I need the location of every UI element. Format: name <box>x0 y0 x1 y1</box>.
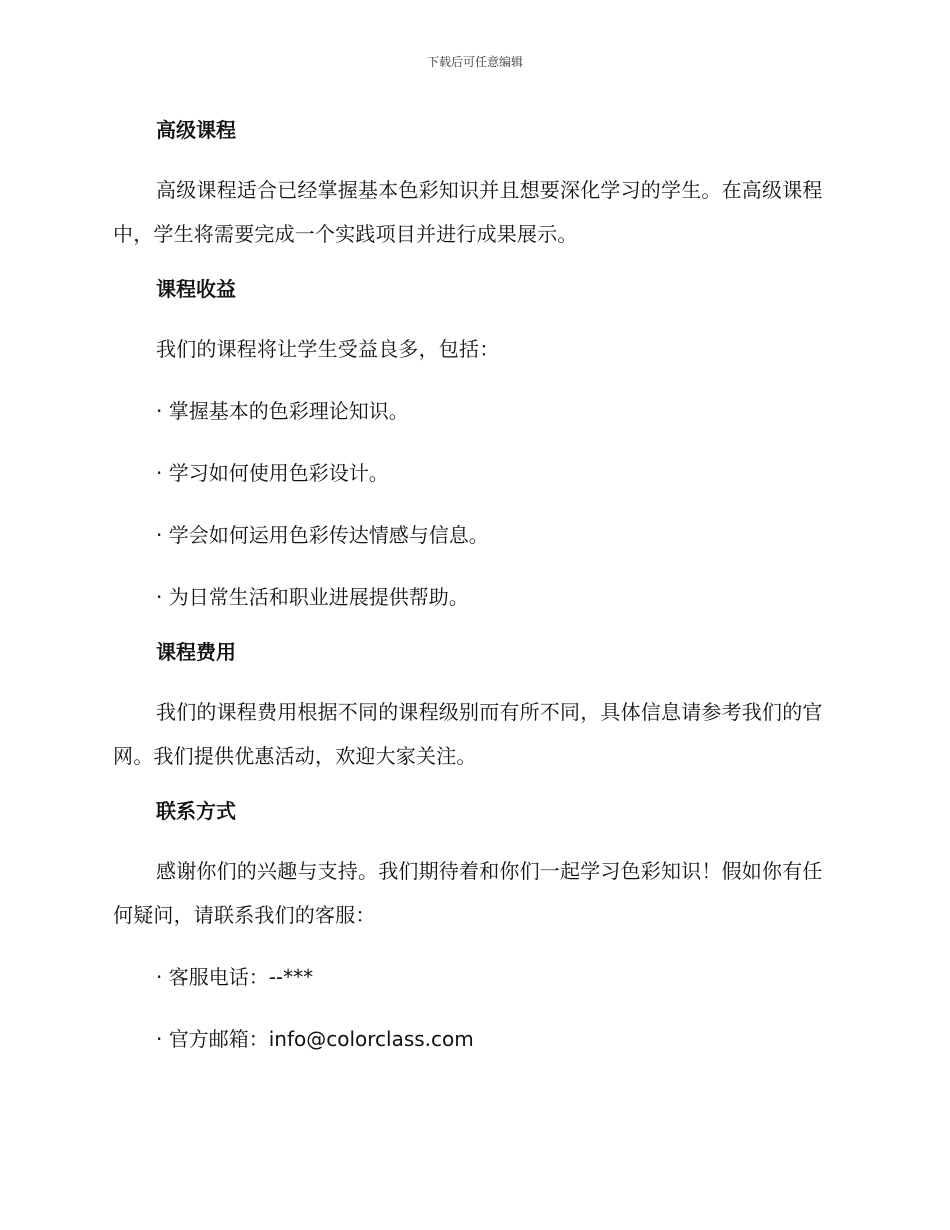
bullet-item: · 学习如何使用色彩设计。 <box>156 461 389 485</box>
section-heading: 课程费用 <box>156 640 236 664</box>
bullet-item: · 学会如何运用色彩传达情感与信息。 <box>156 523 489 547</box>
bullet-item-phone: · 客服电话：--*** <box>156 965 314 989</box>
section-contact <box>113 791 835 1061</box>
section-paragraph: 我们的课程将让学生受益良多，包括： <box>156 337 500 361</box>
page-header-note: 下载后可任意编辑 <box>426 55 523 69</box>
bullet-item: · 为日常生活和职业进展提供帮助。 <box>156 585 469 609</box>
section-paragraph: 我们的课程费用根据不同的课程级别而有所不同，具体信息请参考我们的官网。我们提供优惠活动，欢迎大家关注。 <box>113 700 823 768</box>
bullet-item-email: · 官方邮箱：info@colorclass.com <box>156 1027 474 1051</box>
section-course-benefits <box>113 269 835 619</box>
section-heading: 课程收益 <box>156 277 236 301</box>
section-paragraph: 高级课程适合已经掌握基本色彩知识并且想要深化学习的学生。在高级课程中，学生将需要完成一个实践项目并进行成果展示。 <box>113 178 823 246</box>
section-heading: 高级课程 <box>156 118 236 142</box>
section-course-fees <box>113 632 835 778</box>
document-body <box>113 110 835 1061</box>
bullet-item: · 掌握基本的色彩理论知识。 <box>156 399 409 423</box>
section-advanced-course <box>113 110 835 256</box>
section-paragraph: 感谢你们的兴趣与支持。我们期待着和你们一起学习色彩知识！假如你有任何疑问，请联系我们的客服： <box>113 859 823 927</box>
section-heading: 联系方式 <box>156 799 236 823</box>
